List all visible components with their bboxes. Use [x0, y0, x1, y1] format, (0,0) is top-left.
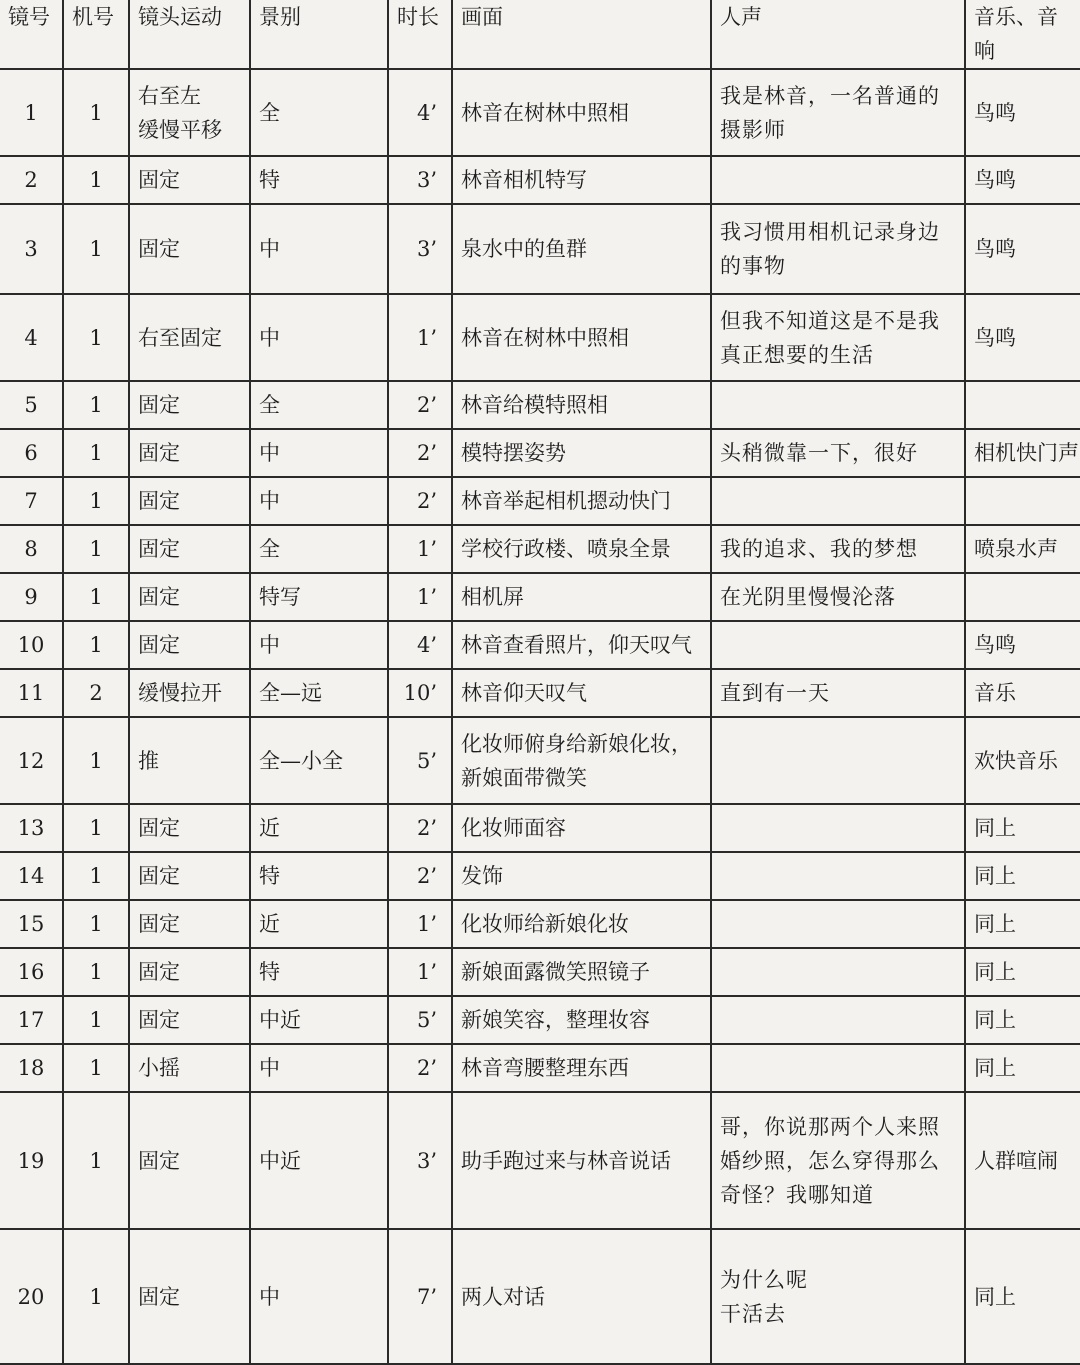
shot-size-cell: 中	[250, 477, 388, 525]
shot-number-cell: 9	[0, 573, 63, 621]
camera-number-cell: 1	[63, 69, 129, 156]
shot-number-cell: 8	[0, 525, 63, 573]
music-sound-cell	[965, 381, 1080, 429]
duration-cell: 2’	[388, 429, 452, 477]
music-sound-cell: 相机快门声	[965, 429, 1080, 477]
scene-cell: 新娘笑容，整理妆容	[452, 996, 711, 1044]
table-row	[0, 204, 1080, 294]
camera-number-cell: 1	[63, 156, 129, 204]
voice-cell: 直到有一天	[711, 669, 965, 717]
shot-number-cell: 13	[0, 804, 63, 852]
table-row	[0, 429, 1080, 477]
camera-movement-cell: 右至左 缓慢平移	[129, 69, 250, 156]
shot-size-cell: 近	[250, 804, 388, 852]
shot-size-cell: 特	[250, 156, 388, 204]
duration-cell: 2’	[388, 1044, 452, 1092]
header-duration: 时长	[388, 0, 452, 69]
music-sound-cell: 同上	[965, 1229, 1080, 1364]
header-row	[0, 0, 1080, 69]
table-row	[0, 1229, 1080, 1364]
camera-number-cell: 2	[63, 669, 129, 717]
duration-cell: 1’	[388, 525, 452, 573]
scene-cell: 林音在树林中照相	[452, 69, 711, 156]
table-row	[0, 69, 1080, 156]
voice-cell: 我的追求、我的梦想	[711, 525, 965, 573]
scene-cell: 发饰	[452, 852, 711, 900]
voice-cell: 我习惯用相机记录身边的事物	[711, 204, 965, 294]
scene-cell: 学校行政楼、喷泉全景	[452, 525, 711, 573]
table-row	[0, 381, 1080, 429]
camera-movement-cell: 固定	[129, 1092, 250, 1229]
duration-cell: 2’	[388, 804, 452, 852]
scene-cell: 林音仰天叹气	[452, 669, 711, 717]
shot-size-cell: 中	[250, 294, 388, 381]
voice-cell	[711, 717, 965, 804]
voice-cell	[711, 621, 965, 669]
shot-size-cell: 特写	[250, 573, 388, 621]
table-row	[0, 477, 1080, 525]
shot-size-cell: 中近	[250, 996, 388, 1044]
music-sound-cell	[965, 477, 1080, 525]
voice-cell: 为什么呢 干活去	[711, 1229, 965, 1364]
shot-number-cell: 18	[0, 1044, 63, 1092]
camera-number-cell: 1	[63, 948, 129, 996]
camera-number-cell: 1	[63, 381, 129, 429]
voice-cell: 我是林音，一名普通的摄影师	[711, 69, 965, 156]
shot-number-cell: 12	[0, 717, 63, 804]
camera-movement-cell: 固定	[129, 900, 250, 948]
scene-cell: 新娘面露微笑照镜子	[452, 948, 711, 996]
camera-movement-cell: 固定	[129, 156, 250, 204]
camera-number-cell: 1	[63, 717, 129, 804]
table-row	[0, 804, 1080, 852]
voice-cell	[711, 156, 965, 204]
duration-cell: 1’	[388, 900, 452, 948]
camera-number-cell: 1	[63, 573, 129, 621]
shot-size-cell: 全	[250, 69, 388, 156]
scene-cell: 化妆师俯身给新娘化妆，新娘面带微笑	[452, 717, 711, 804]
camera-movement-cell: 固定	[129, 804, 250, 852]
table-row	[0, 669, 1080, 717]
shot-number-cell: 14	[0, 852, 63, 900]
voice-cell	[711, 948, 965, 996]
shot-number-cell: 3	[0, 204, 63, 294]
duration-cell: 2’	[388, 852, 452, 900]
table-row	[0, 621, 1080, 669]
table-row	[0, 1092, 1080, 1229]
duration-cell: 7’	[388, 1229, 452, 1364]
camera-number-cell: 1	[63, 1092, 129, 1229]
duration-cell: 1’	[388, 294, 452, 381]
duration-cell: 5’	[388, 717, 452, 804]
scene-cell: 林音相机特写	[452, 156, 711, 204]
voice-cell	[711, 477, 965, 525]
shot-size-cell: 全	[250, 525, 388, 573]
duration-cell: 4’	[388, 69, 452, 156]
header-shot-size: 景别	[250, 0, 388, 69]
music-sound-cell: 音乐	[965, 669, 1080, 717]
table-row	[0, 948, 1080, 996]
scene-cell: 林音举起相机摁动快门	[452, 477, 711, 525]
camera-movement-cell: 固定	[129, 573, 250, 621]
header-camera-movement: 镜头运动	[129, 0, 250, 69]
scene-cell: 助手跑过来与林音说话	[452, 1092, 711, 1229]
shot-number-cell: 2	[0, 156, 63, 204]
camera-number-cell: 1	[63, 477, 129, 525]
shot-number-cell: 11	[0, 669, 63, 717]
scene-cell: 化妆师面容	[452, 804, 711, 852]
scene-cell: 林音弯腰整理东西	[452, 1044, 711, 1092]
shot-size-cell: 全—小全	[250, 717, 388, 804]
table-row	[0, 996, 1080, 1044]
camera-movement-cell: 固定	[129, 381, 250, 429]
shot-size-cell: 中近	[250, 1092, 388, 1229]
music-sound-cell: 鸟鸣	[965, 294, 1080, 381]
voice-cell	[711, 900, 965, 948]
shot-size-cell: 中	[250, 1044, 388, 1092]
music-sound-cell: 同上	[965, 804, 1080, 852]
music-sound-cell: 同上	[965, 1044, 1080, 1092]
shot-number-cell: 20	[0, 1229, 63, 1364]
shot-size-cell: 中	[250, 621, 388, 669]
music-sound-cell: 同上	[965, 996, 1080, 1044]
duration-cell: 2’	[388, 477, 452, 525]
camera-movement-cell: 固定	[129, 948, 250, 996]
voice-cell: 在光阴里慢慢沦落	[711, 573, 965, 621]
music-sound-cell: 同上	[965, 900, 1080, 948]
duration-cell: 3’	[388, 156, 452, 204]
voice-cell: 哥，你说那两个人来照婚纱照，怎么穿得那么奇怪？我哪知道	[711, 1092, 965, 1229]
music-sound-cell: 鸟鸣	[965, 204, 1080, 294]
camera-movement-cell: 缓慢拉开	[129, 669, 250, 717]
music-sound-cell: 同上	[965, 948, 1080, 996]
table-row	[0, 156, 1080, 204]
shot-size-cell: 特	[250, 948, 388, 996]
scene-cell: 林音在树林中照相	[452, 294, 711, 381]
voice-cell: 头稍微靠一下，很好	[711, 429, 965, 477]
scene-cell: 泉水中的鱼群	[452, 204, 711, 294]
header-camera-no: 机号	[63, 0, 129, 69]
shot-number-cell: 16	[0, 948, 63, 996]
voice-cell	[711, 1044, 965, 1092]
camera-number-cell: 1	[63, 804, 129, 852]
camera-movement-cell: 小摇	[129, 1044, 250, 1092]
shot-number-cell: 7	[0, 477, 63, 525]
camera-movement-cell: 固定	[129, 525, 250, 573]
header-scene: 画面	[452, 0, 711, 69]
camera-movement-cell: 固定	[129, 621, 250, 669]
camera-number-cell: 1	[63, 429, 129, 477]
header-music-sound: 音乐、音响	[965, 0, 1080, 69]
voice-cell	[711, 852, 965, 900]
camera-movement-cell: 推	[129, 717, 250, 804]
camera-number-cell: 1	[63, 1229, 129, 1364]
shot-number-cell: 4	[0, 294, 63, 381]
header-shot-no: 镜号	[0, 0, 63, 69]
shot-number-cell: 15	[0, 900, 63, 948]
duration-cell: 1’	[388, 948, 452, 996]
duration-cell: 5’	[388, 996, 452, 1044]
camera-number-cell: 1	[63, 852, 129, 900]
music-sound-cell: 欢快音乐	[965, 717, 1080, 804]
music-sound-cell: 喷泉水声	[965, 525, 1080, 573]
table-row	[0, 573, 1080, 621]
scene-cell: 林音查看照片，仰天叹气	[452, 621, 711, 669]
duration-cell: 3’	[388, 204, 452, 294]
camera-movement-cell: 固定	[129, 429, 250, 477]
table-row	[0, 1044, 1080, 1092]
shot-size-cell: 中	[250, 1229, 388, 1364]
camera-number-cell: 1	[63, 996, 129, 1044]
header-voice: 人声	[711, 0, 965, 69]
duration-cell: 2’	[388, 381, 452, 429]
music-sound-cell: 鸟鸣	[965, 156, 1080, 204]
scene-cell: 化妆师给新娘化妆	[452, 900, 711, 948]
duration-cell: 1’	[388, 573, 452, 621]
music-sound-cell: 同上	[965, 852, 1080, 900]
shot-size-cell: 全	[250, 381, 388, 429]
shot-size-cell: 中	[250, 429, 388, 477]
duration-cell: 4’	[388, 621, 452, 669]
camera-number-cell: 1	[63, 900, 129, 948]
shot-number-cell: 1	[0, 69, 63, 156]
table-row	[0, 717, 1080, 804]
voice-cell	[711, 996, 965, 1044]
shot-number-cell: 17	[0, 996, 63, 1044]
table-row	[0, 852, 1080, 900]
shot-size-cell: 特	[250, 852, 388, 900]
table-row	[0, 525, 1080, 573]
scene-cell: 两人对话	[452, 1229, 711, 1364]
camera-number-cell: 1	[63, 525, 129, 573]
camera-number-cell: 1	[63, 204, 129, 294]
duration-cell: 10’	[388, 669, 452, 717]
camera-movement-cell: 固定	[129, 1229, 250, 1364]
voice-cell	[711, 804, 965, 852]
shot-number-cell: 19	[0, 1092, 63, 1229]
table-row	[0, 900, 1080, 948]
scene-cell: 林音给模特照相	[452, 381, 711, 429]
camera-movement-cell: 固定	[129, 996, 250, 1044]
shot-number-cell: 6	[0, 429, 63, 477]
camera-number-cell: 1	[63, 621, 129, 669]
music-sound-cell: 鸟鸣	[965, 69, 1080, 156]
shot-size-cell: 中	[250, 204, 388, 294]
camera-number-cell: 1	[63, 1044, 129, 1092]
camera-number-cell: 1	[63, 294, 129, 381]
camera-movement-cell: 固定	[129, 852, 250, 900]
shot-size-cell: 全—远	[250, 669, 388, 717]
duration-cell: 3’	[388, 1092, 452, 1229]
music-sound-cell	[965, 573, 1080, 621]
shot-number-cell: 10	[0, 621, 63, 669]
scene-cell: 相机屏	[452, 573, 711, 621]
music-sound-cell: 人群喧闹	[965, 1092, 1080, 1229]
table-body	[0, 69, 1080, 1364]
camera-movement-cell: 右至固定	[129, 294, 250, 381]
camera-movement-cell: 固定	[129, 477, 250, 525]
table-row	[0, 294, 1080, 381]
scene-cell: 模特摆姿势	[452, 429, 711, 477]
shot-number-cell: 5	[0, 381, 63, 429]
voice-cell	[711, 381, 965, 429]
voice-cell: 但我不知道这是不是我真正想要的生活	[711, 294, 965, 381]
shot-size-cell: 近	[250, 900, 388, 948]
music-sound-cell: 鸟鸣	[965, 621, 1080, 669]
camera-movement-cell: 固定	[129, 204, 250, 294]
